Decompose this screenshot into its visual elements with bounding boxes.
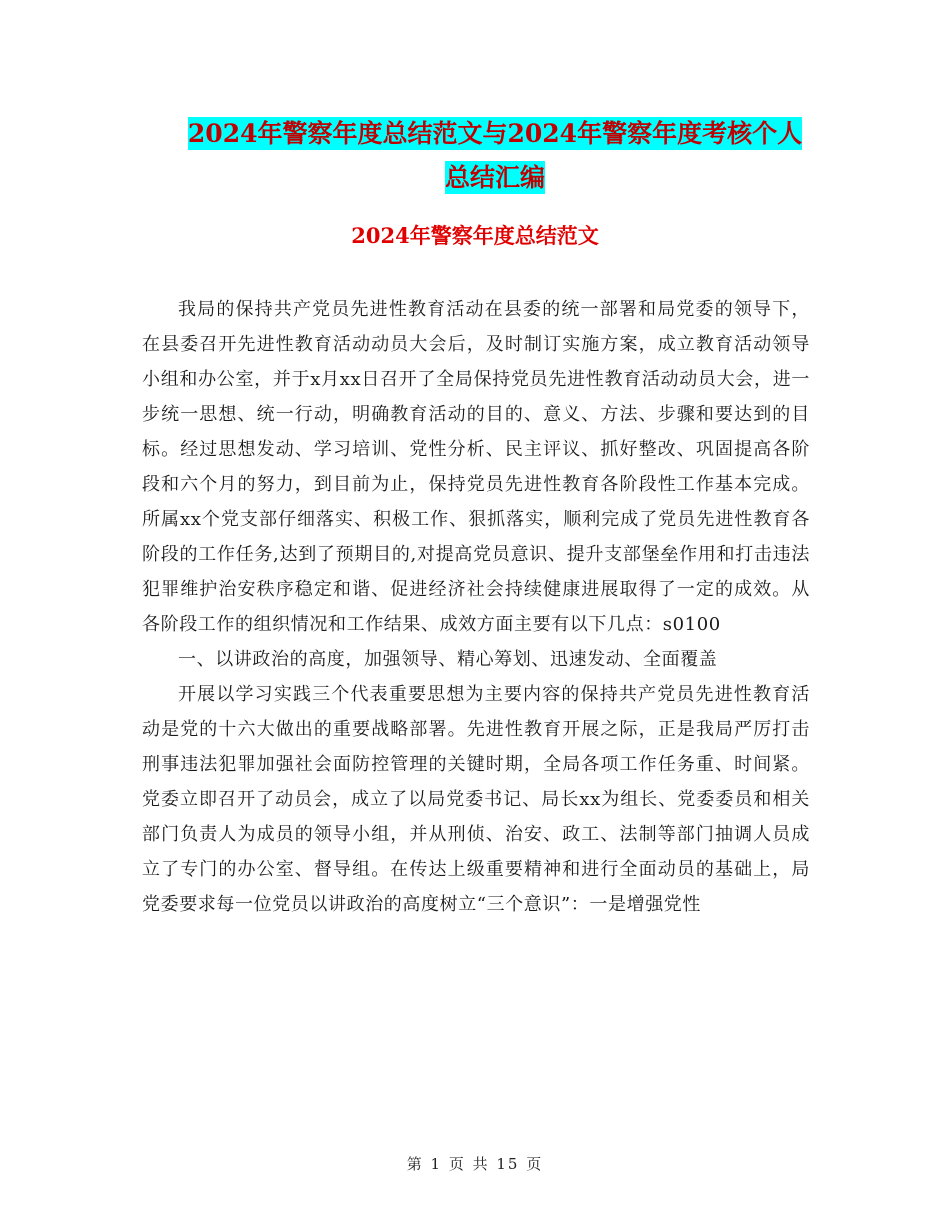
document-title xyxy=(140,112,850,200)
section-title: 2024年警察年度总结范文 xyxy=(351,223,599,248)
document-title-line1: 2024年警察年度总结范文与2024年警察年度考核个人 xyxy=(187,119,803,148)
body-text xyxy=(142,292,810,922)
paragraph-1: 我局的保持共产党员先进性教育活动在县委的统一部署和局党委的领导下，在县委召开先进性教育活动动员大会后，及时制订实施方案，成立教育活动领导小组和办公室，并于x月xx日召开了全局保持党员先进性教育活动动员大会，进一步统一思想、统一行动，明确教育活动的目的、意义、方法、步骤和要达到的目标。经过思想发动、学习培训、党性分析、民主评议、抓好整改、巩固提高各阶段和六个月的努力，到目前为止，保持党员先进性教育各阶段性工作基本完成。所属xx个党支部仔细落实、积极工作、狠抓落实，顺利完成了党员先进性教育各阶段的工作任务,达到了预期目的,对提高党员意识、提升支部堡垒作用和打击违法犯罪维护治安秩序稳定和谐、促进经济社会持续健康进展取得了一定的成效。从各阶段工作的组织情况和工作结果、成效方面主要有以下几点：s0100 xyxy=(142,299,810,635)
page-footer: 第 1 页 共 15 页 xyxy=(406,1155,544,1173)
paragraph-3: 开展以学习实践三个代表重要思想为主要内容的保持共产党员先进性教育活动是党的十六大做出的重要战略部署。先进性教育开展之际，正是我局严厉打击刑事违法犯罪加强社会面防控管理的关键时期，全局各项工作任务重、时间紧。党委立即召开了动员会，成立了以局党委书记、局长xx为组长、党委委员和相关部门负责人为成员的领导小组，并从刑侦、治安、政工、法制等部门抽调人员成立了专门的办公室、督导组。在传达上级重要精神和进行全面动员的基础上，局党委要求每一位党员以讲政治的高度树立“三个意识”：一是增强党性 xyxy=(142,684,810,915)
paragraph-2: 一、以讲政治的高度，加强领导、精心筹划、迅速发动、全面覆盖 xyxy=(178,649,718,670)
document-title-line2: 总结汇编 xyxy=(444,163,545,192)
